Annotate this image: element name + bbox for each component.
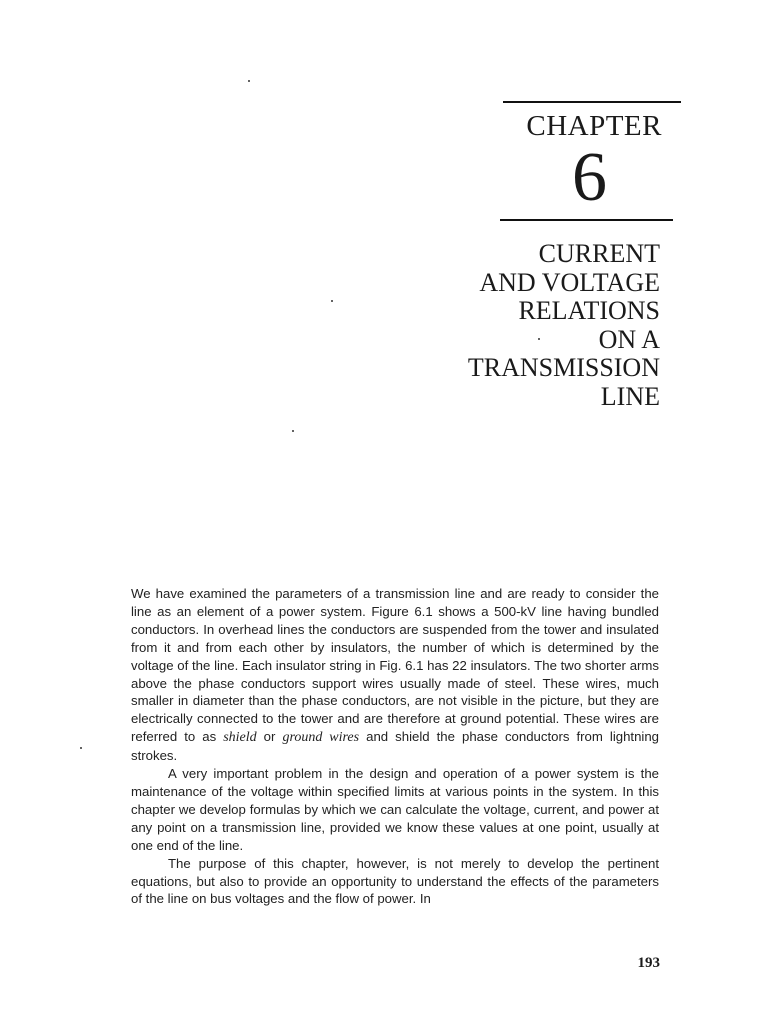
scan-speck: [80, 747, 82, 749]
body-text: [131, 585, 659, 908]
chapter-number: 6: [572, 139, 607, 216]
chapter-title-line: CURRENT: [538, 239, 660, 268]
chapter-title-line: RELATIONS: [518, 296, 660, 326]
chapter-label: CHAPTER: [526, 110, 662, 142]
scan-speck: [292, 430, 294, 432]
scan-speck: [331, 300, 333, 302]
chapter-title-line: TRANSMISSION: [467, 353, 660, 383]
chapter-title-line: ON A: [598, 324, 660, 354]
chapter-title-line: AND VOLTAGE: [479, 267, 660, 297]
scan-speck: [248, 80, 250, 82]
paragraph: The purpose of this chapter, however, is not merely to develop the pertinent equations, but also to provide an opportunity to understand the effects of the parameters of the line on bus voltages and the flow of power. In: [131, 855, 659, 907]
paragraph: A very important problem in the design and operation of a power system is the maintenance of the voltage within specified limits at various points in the system. In this chapter we develop formulas by which we can calculate the voltage, current, and power at any point on a transmission line, provided we know these values at one point, usually at one end of the line.: [131, 766, 659, 853]
italic-term: shield: [223, 730, 257, 746]
chapter-title-line: LINE: [600, 381, 660, 411]
italic-term: ground wires: [282, 730, 360, 746]
chapter-rule-bottom: [500, 219, 673, 221]
chapter-title: [400, 240, 660, 412]
page-number: 193: [637, 955, 660, 971]
scan-speck: [538, 338, 540, 340]
paragraph: We have examined the parameters of a transmission line and are ready to consider the line as an element of a power system. Figure 6.1 shows a 500-kV line having bundled conductors. In overhead lines the conductors are suspended from the tower and insulated from it and from each other by insulators, the number of which is determined by the voltage of the line. Each insulator string in Fig. 6.1 has 22 insulators. The two shorter arms above the phase conductors support wires usually made of steel. These wires, much smaller in diameter than the phase conductors, are not visible in the picture, but they are electrically connected to the tower and are therefore at ground potential. These wires are referred to as shield or ground wires and shield the phase conductors from lightning strokes.: [131, 586, 660, 764]
chapter-rule-top: [503, 101, 681, 103]
